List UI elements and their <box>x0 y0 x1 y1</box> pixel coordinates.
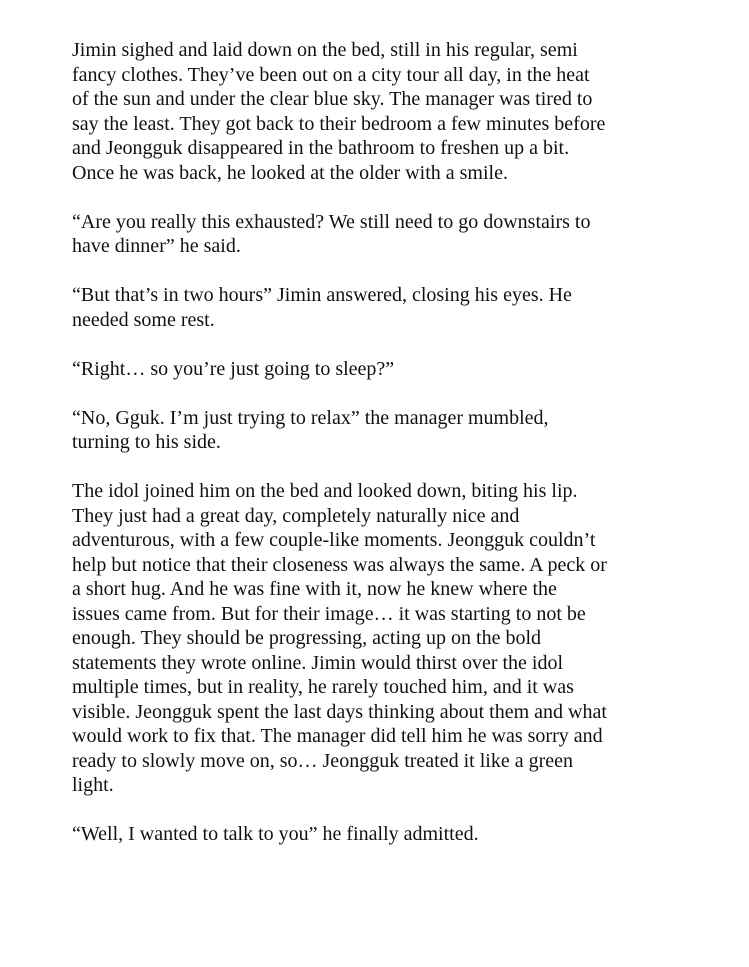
paragraph-6: The idol joined him on the bed and looked down, biting his lip. They just had a great day, completely naturally nice and adventurous, with a few couple-like moments. Jeongguk couldn’t help but notice that their closeness was always the same. A peck or a short hug. And he was fine with it, now he knew where the issues came from. But for their image… it was starting to not be enough. They should be progressing, acting up on the bold statements they wrote online. Jimin would thirst over the idol multiple times, but in reality, he rarely touched him, and it was visible. Jeongguk spent the last days thinking about them and what would work to fix that. The manager did tell him he was sorry and ready to slowly move on, so… Jeongguk treated it like a green light. <box>72 480 607 796</box>
paragraph-3: “But that’s in two hours” Jimin answered, closing his eyes. He needed some rest. <box>72 284 572 331</box>
paragraph-7: “Well, I wanted to talk to you” he finally admitted. <box>72 823 479 845</box>
document-page <box>72 38 722 871</box>
paragraph-2: “Are you really this exhausted? We still need to go downstairs to have dinner” he said. <box>72 210 591 257</box>
paragraph-5: “No, Gguk. I’m just trying to relax” the manager mumbled, turning to his side. <box>72 406 549 453</box>
paragraph-1: Jimin sighed and laid down on the bed, still in his regular, semi fancy clothes. They’ve been out on a city tour all day, in the heat of the sun and under the clear blue sky. The manager was tired to say the least. They got back to their bedroom a few minutes before and Jeongguk disappeared in the bathroom to freshen up a bit. Once he was back, he looked at the older with a smile. <box>72 39 606 184</box>
paragraph-4: “Right… so you’re just going to sleep?” <box>72 357 395 380</box>
